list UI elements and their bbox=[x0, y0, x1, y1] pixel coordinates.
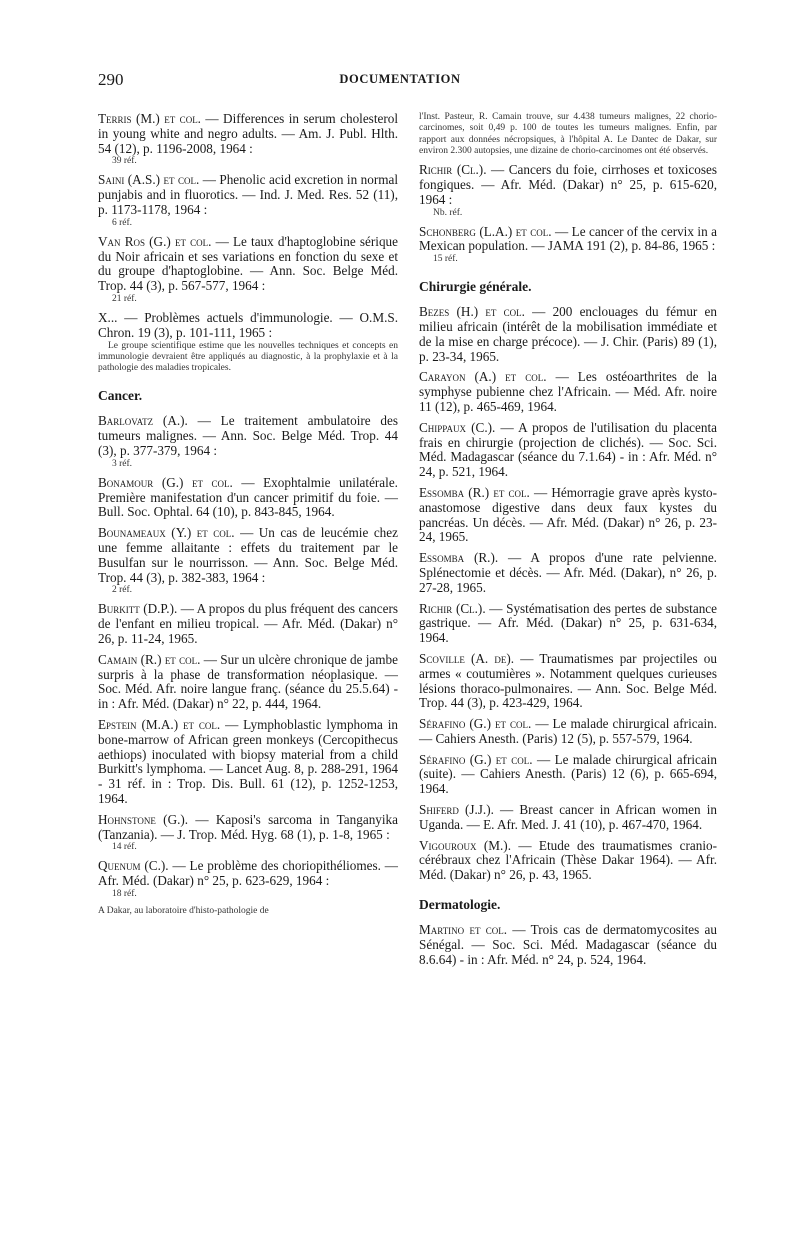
entry-text: — Hémorragie grave après kysto-anastomose digestive dans deux faux kystes du pancréas. Un décès. — Afr. Méd. (Dakar) n° 26, p. 23-24, 1965. bbox=[419, 484, 717, 545]
bibliography-entry bbox=[419, 486, 717, 545]
entry-author: Camain (R.) et col. bbox=[98, 651, 201, 667]
entry-text: — Le traitement ambulatoire des tumeurs malignes. — Ann. Soc. Belge Méd. Trop. 44 (3), p. 377-379, 1964 : bbox=[98, 413, 398, 459]
entry-text: — Le taux d'haptoglobine sérique du Noir africain et ses variations en fonction du sexe et du groupe d'haptoglobine. — Ann. Soc. Belge Méd. Trop. 44 (3), p. 567-577, 1964 : bbox=[98, 233, 398, 294]
entry-author: Burkitt (D.P.). bbox=[98, 601, 178, 617]
bibliography-entry bbox=[98, 653, 398, 712]
entry-author: Bonamour (G.) et col. bbox=[98, 474, 233, 490]
entry-text: — Systématisation des pertes de substance gastrique. — Afr. Méd. (Dakar) n° 25, p. 631-634, 1964. bbox=[419, 600, 717, 646]
entry-author: X... bbox=[98, 309, 118, 325]
bibliography-entry bbox=[419, 551, 717, 595]
entry-text: — Differences in serum cholesterol in young white and negro adults. — Am. J. Publ. Hlth. 54 (12), p. 1196-2008, 1964 : bbox=[98, 111, 398, 156]
bibliography-entry bbox=[419, 923, 717, 967]
entry-author: Schonberg (L.A.) et col. bbox=[419, 223, 552, 239]
bibliography-entry bbox=[419, 370, 717, 414]
bibliography-entry bbox=[98, 414, 398, 469]
entry-list bbox=[98, 414, 398, 900]
bibliography-entry bbox=[419, 225, 717, 266]
entry-text: — Etude des traumatismes cranio-cérébraux chez l'Africain (Thèse Dakar 1964). — Afr. Méd. (Dakar) n° 26, p. 43, 1965. bbox=[419, 837, 718, 883]
entry-author: Van Ros (G.) et col. bbox=[98, 233, 212, 249]
page-number: 290 bbox=[98, 70, 124, 89]
entry-reference-count: Nb. réf. bbox=[433, 207, 463, 218]
page-header bbox=[98, 70, 702, 92]
entry-list bbox=[419, 305, 717, 883]
bibliography-entry bbox=[98, 476, 398, 520]
entry-author: Sérafino (G.) et col. bbox=[419, 716, 532, 732]
entry-author: Terris (M.) et col. bbox=[98, 111, 201, 126]
entry-text: — Cancers du foie, cirrhoses et toxicoses fongiques. — Afr. Méd. (Dakar) n° 25, p. 615-620, 1964 : bbox=[419, 162, 717, 207]
entry-text: — 200 enclouages du fémur en milieu africain (intérêt de la mobilisation immédiate et de la mise en charge précoce). — J. Chir. (Paris) 89 (1), p. 23-34, 1965. bbox=[419, 304, 717, 364]
entry-reference-count: 15 réf. bbox=[433, 254, 458, 265]
entry-text: — Problèmes actuels d'immunologie. — O.M.S. Chron. 19 (3), p. 101-111, 1965 : bbox=[98, 309, 398, 340]
bibliography-entry bbox=[419, 753, 717, 797]
entry-reference-count: 14 réf. bbox=[112, 842, 137, 853]
entry-text: — Breast cancer in African women in Uganda. — E. Afr. Med. J. 41 (10), p. 467-470, 1964. bbox=[419, 802, 718, 832]
entry-text: — Trois cas de dermatomycosites au Sénégal. — Soc. Sci. Méd. Madagascar (séance du 8.6.64) - in : Afr. Méd. n° 24, p. 524, 1964. bbox=[419, 922, 717, 967]
entry-list bbox=[419, 923, 717, 967]
entry-reference-count: 39 réf. bbox=[112, 156, 137, 167]
entry-author: Saini (A.S.) et col. bbox=[98, 172, 200, 188]
bibliography-entry bbox=[98, 112, 398, 167]
section-heading-chirurgie: Chirurgie générale. bbox=[419, 279, 532, 295]
right-column bbox=[419, 112, 717, 973]
entry-author: Quenum (C.). bbox=[98, 858, 169, 874]
section-heading-dermatologie: Dermatologie. bbox=[419, 897, 501, 913]
entry-author: Hohnstone (G.). bbox=[98, 811, 189, 827]
entry-author: Richir (Cl.). bbox=[419, 600, 486, 616]
entry-list bbox=[98, 112, 398, 305]
left-column bbox=[98, 112, 398, 923]
entry-text: — Lymphoblastic lymphoma in bone-marrow of African green monkeys (Cercopithecus aethiops) inoculated with biopsy material from a child Burkitt's lymphoma. — Lancet Aug. 8, p. 288-291, 1964 - 31 réf. in : Trop. Dis. Bull. 61 (12), p. 1252-1253, 1964. bbox=[98, 717, 398, 806]
bibliography-entry bbox=[419, 305, 717, 364]
entry-text: — Les ostéoarthrites de la symphyse pubienne chez l'Africain. — Méd. Afr. noire 11 (12), p. 465-469, 1964. bbox=[419, 369, 717, 414]
entry-author: Martino et col. bbox=[419, 922, 508, 938]
entry-text: — A propos de l'utilisation du placenta frais en chirurgie (projection de clichés). — Soc. Sci. Méd. Madagascar (séance du 7.1.64) - in : Afr. Méd. n° 24, p. 521, 1964. bbox=[419, 419, 717, 480]
bibliography-entry bbox=[419, 652, 717, 711]
bibliography-entry bbox=[98, 235, 398, 305]
bibliography-entry bbox=[419, 839, 717, 883]
entry-text: — A propos du plus fréquent des cancers de l'enfant en milieu tropical. — Afr. Méd. (Dakar) n° 26, p. 11-24, 1965. bbox=[98, 601, 398, 647]
entry-reference-count: 3 réf. bbox=[112, 458, 133, 469]
entry-text: — Kaposi's sarcoma in Tanganyika (Tanzania). — J. Trop. Méd. Hyg. 68 (1), p. 1-8, 1965 : bbox=[98, 811, 398, 842]
entry-author: Sérafino (G.) et col. bbox=[419, 751, 533, 767]
entry-list bbox=[419, 163, 717, 265]
bibliography-entry bbox=[419, 421, 717, 480]
entry-reference-count: 21 réf. bbox=[112, 293, 137, 304]
entry-reference-count: 6 réf. bbox=[112, 217, 133, 228]
bibliography-entry bbox=[419, 602, 717, 646]
bibliography-entry bbox=[98, 311, 398, 374]
entry-reference-count: 2 réf. bbox=[112, 585, 133, 596]
entry-text: — Le problème des choriopithéliomes. — Afr. Méd. (Dakar) n° 25, p. 623-629, 1964 : bbox=[98, 858, 398, 889]
entry-author: Barlovatz (A.). bbox=[98, 413, 188, 429]
footer-note: A Dakar, au laboratoire d'histo-pathologie de bbox=[98, 905, 269, 916]
entry-author: Scoville (A. de). bbox=[419, 650, 515, 666]
bibliography-entry bbox=[419, 803, 717, 833]
running-head: DOCUMENTATION bbox=[339, 72, 461, 86]
section-heading-cancer: Cancer. bbox=[98, 388, 143, 404]
entry-text: — A propos d'une rate pelvienne. Splénectomie et décès. — Afr. Méd. (Dakar), n° 26, p. 27-28, 1965. bbox=[419, 550, 717, 595]
entry-text: — Un cas de leucémie chez une femme allaitante : effets du traitement par le Busulfan sur le nourrisson. — Ann. Soc. Belge Méd. Trop. 44 (3), p. 382-383, 1964 : bbox=[98, 525, 398, 585]
bibliography-entry bbox=[98, 813, 398, 854]
entry-author: Vigouroux (M.). bbox=[419, 837, 511, 853]
entry-author: Carayon (A.) et col. bbox=[419, 369, 547, 385]
entry-annotation: Le groupe scientifique estime que les nouvelles techniques et concepts en immunologie devraient être appliqués au diagnostic, à la prophylaxie et à la pathologie des maladies tropicales. bbox=[98, 340, 398, 374]
bibliography-entry bbox=[419, 163, 717, 218]
entry-text: — Exophtalmie unilatérale. Première manifestation d'un cancer primitif du foie. — Bull. Soc. Ophtal. 64 (10), p. 843-845, 1964. bbox=[98, 474, 398, 520]
entry-author: Essomba (R.). bbox=[419, 550, 499, 566]
entry-author: Bezes (H.) et col. bbox=[419, 304, 525, 320]
entry-author: Richir (Cl.). bbox=[419, 162, 487, 178]
bibliography-entry bbox=[98, 718, 398, 807]
bibliography-entry bbox=[419, 717, 717, 747]
entry-author: Shiferd (J.J.). bbox=[419, 802, 494, 818]
bibliography-entry bbox=[98, 526, 398, 596]
entry-text: — Le malade chirurgical africain. — Cahiers Anesth. (Paris) 12 (5), p. 557-579, 1964. bbox=[419, 716, 717, 746]
entry-reference-count: 18 réf. bbox=[112, 888, 137, 899]
entry-text: — Le malade chirurgical africain (suite). — Cahiers Anesth. (Paris) 12 (6), p. 665-694, 1964. bbox=[419, 751, 717, 797]
entry-text: — Phenolic acid excretion in normal punjabis and in fluorotics. — Ind. J. Med. Res. 52 (11), p. 1173-1178, 1964 : bbox=[98, 172, 398, 217]
entry-author: Essomba (R.) et col. bbox=[419, 484, 530, 500]
entry-text: — Traumatismes par projectiles ou armes « coutumières ». Notamment quelques curieuses lésions thoraco-pulmonaires. — Ann. Soc. Belge Méd. Trop. 44 (3), p. 423-429, 1964. bbox=[419, 650, 717, 711]
bibliography-entry bbox=[98, 859, 398, 900]
continued-annotation: l'Inst. Pasteur, R. Camain trouve, sur 4.438 tumeurs malignes, 22 chorio-carcinomes, soit 0,49 p. 100 de toutes les tumeurs malignes. Enfin, par rapport aux données nécropsiques, à l'hôpital A. Le Dantec de Dakar, sur environ 2.300 autopsies, une dizaine de chorio-carcinomes ont été observés. bbox=[419, 112, 717, 156]
entry-author: Bounameaux (Y.) et col. bbox=[98, 525, 235, 541]
entry-text: — Sur un ulcère chronique de jambe surpris à la phase de transformation néoplasique. — Soc. Méd. Afr. noire langue franç. (séance du 25.5.64) - in : Afr. Méd. (Dakar) n° 22, p. 444, 1964. bbox=[98, 651, 398, 712]
entry-text: — Le cancer of the cervix in a Mexican population. — JAMA 191 (2), p. 84-86, 1965 : bbox=[419, 223, 718, 254]
bibliography-entry bbox=[98, 602, 398, 646]
entry-author: Epstein (M.A.) et col. bbox=[98, 717, 221, 732]
bibliography-entry bbox=[98, 173, 398, 228]
entry-author: Chippaux (C.). bbox=[419, 419, 496, 435]
